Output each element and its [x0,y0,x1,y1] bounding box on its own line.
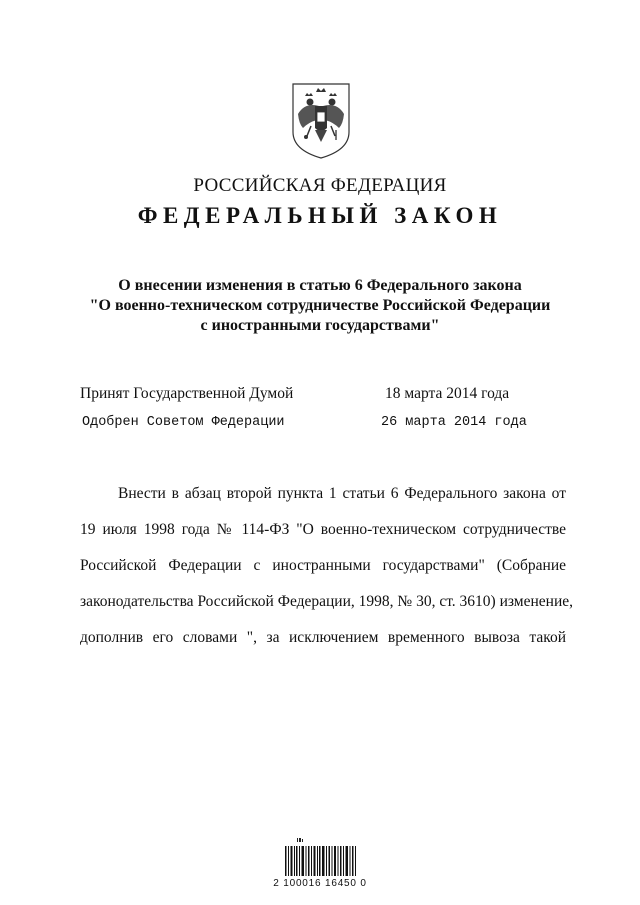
document-type-heading: ФЕДЕРАЛЬНЫЙ ЗАКОН [137,203,503,228]
body-line: Внести в абзац второй пункта 1 статьи 6 Федерального закона от [118,485,566,502]
body-line: дополнив его словами ", за исключением временного вывоза такой [80,629,566,646]
law-title-line: О внесении изменения в статью 6 Федерального закона [118,277,522,294]
country-heading: РОССИЙСКАЯ ФЕДЕРАЦИЯ [193,175,447,196]
council-approval-label: Одобрен Советом Федерации [82,415,285,430]
duma-adoption-date: 18 марта 2014 года [385,385,510,402]
body-line: Российской Федерации с иностранными государствами" (Собрание [80,557,566,574]
body-line: 19 июля 1998 года № 114-ФЗ "О военно-техническом сотрудничестве [80,521,566,538]
council-approval-date: 26 марта 2014 года [381,415,527,430]
coat-of-arms-emblem [289,80,353,160]
duma-adoption-label: Принят Государственной Думой [80,385,294,402]
law-title-line: "О военно-техническом сотрудничестве Российской Федерации [89,297,551,314]
barcode-graphic [283,836,359,878]
law-title-line: с иностранными государствами" [200,317,440,334]
body-line: законодательства Российской Федерации, 1998, № 30, ст. 3610) изменение, [80,593,573,610]
law-title [0,276,640,336]
barcode-number: 2 100016 16450 0 [273,878,367,889]
